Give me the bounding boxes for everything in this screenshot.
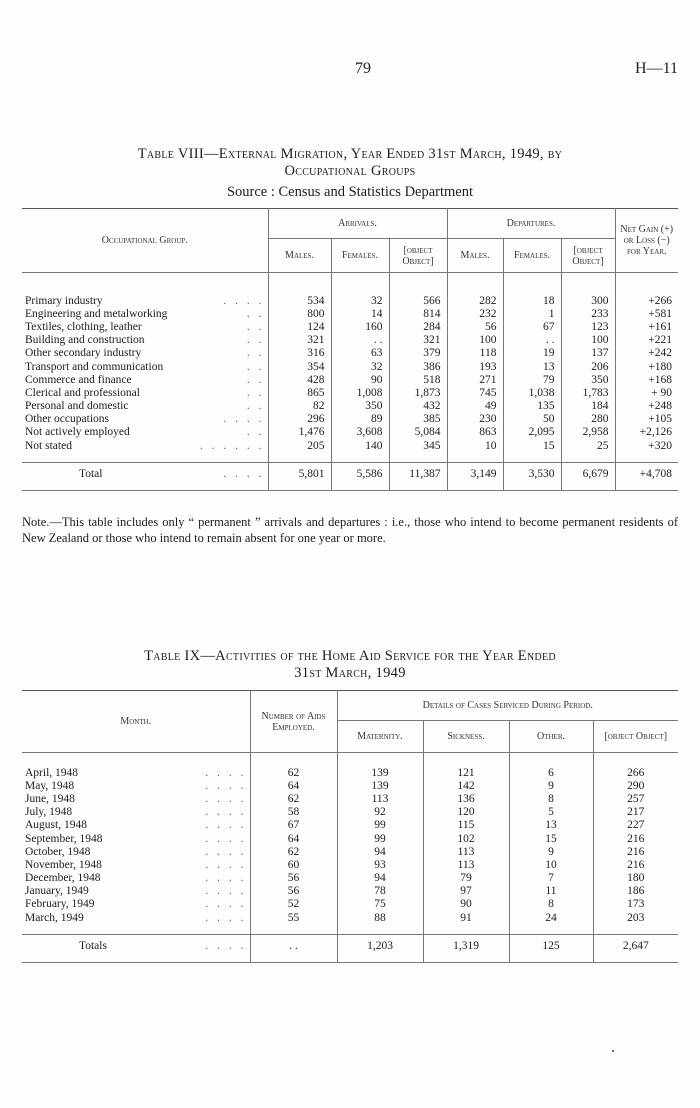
total-value-cell: 11,387: [389, 463, 447, 485]
value-cell: 19: [503, 347, 561, 360]
value-cell: 79: [423, 872, 509, 885]
row-label: Commerce and finance: [25, 373, 132, 386]
table8-note: Note.—This table includes only “ permanent ” arrivals and departures : i.e., those who intend to become permanent residents of New Zealand or those who intend to remain absent for one year or more.: [22, 515, 678, 545]
row-label: Engineering and metalworking: [25, 307, 168, 320]
leader-dots: . .: [246, 320, 265, 333]
value-cell: 186: [593, 885, 678, 898]
value-cell: 94: [337, 872, 423, 885]
value-cell: 79: [503, 374, 561, 387]
value-cell: . .: [331, 334, 389, 347]
leader-dots: . . . .: [205, 806, 247, 819]
value-cell: +180: [615, 360, 678, 373]
value-cell: 123: [561, 321, 615, 334]
table-row: [22, 334, 678, 347]
value-cell: +266: [615, 295, 678, 308]
value-cell: 75: [337, 898, 423, 911]
value-cell: 9: [509, 780, 593, 793]
table-row: [22, 387, 678, 400]
leader-dots: . . . .: [205, 858, 247, 871]
value-cell: 266: [593, 767, 678, 780]
col-sickness: Sickness.: [423, 721, 509, 753]
leader-dots: . . . .: [205, 819, 247, 832]
value-cell: 121: [423, 767, 509, 780]
value-cell: 284: [389, 321, 447, 334]
value-cell: 94: [337, 846, 423, 859]
value-cell: 1,038: [503, 387, 561, 400]
value-cell: + 90: [615, 387, 678, 400]
month-cell: [22, 780, 250, 793]
value-cell: 52: [250, 898, 337, 911]
value-cell: 97: [423, 885, 509, 898]
value-cell: 296: [268, 413, 331, 426]
month-cell: [22, 806, 250, 819]
value-cell: 230: [447, 413, 503, 426]
table-row: [22, 295, 678, 308]
col-arr-males: Males.: [268, 239, 331, 273]
value-cell: 205: [268, 440, 331, 453]
value-cell: 58: [250, 806, 337, 819]
value-cell: . .: [503, 334, 561, 347]
value-cell: 93: [337, 859, 423, 872]
table-row: [22, 440, 678, 453]
value-cell: +105: [615, 413, 678, 426]
total-value-cell: 125: [509, 935, 593, 957]
table8-title-line1: Table VIII—External Migration, Year Ended 31st March, 1949, by: [137, 146, 563, 162]
value-cell: 135: [503, 400, 561, 413]
value-cell: +168: [615, 374, 678, 387]
leader-dots: . .: [246, 373, 265, 386]
value-cell: 227: [593, 819, 678, 832]
col-details: Details of Cases Serviced During Period.: [337, 691, 678, 721]
col-departures: Departures.: [447, 209, 615, 239]
table-row: [22, 374, 678, 387]
value-cell: 271: [447, 374, 503, 387]
value-cell: 386: [389, 360, 447, 373]
month-cell: [22, 872, 250, 885]
leader-dots: . . . .: [205, 911, 247, 924]
row-label: August, 1948: [25, 819, 87, 832]
col-aids-employed: Number of Aids Employed.: [250, 691, 337, 753]
leader-dots: . .: [246, 347, 265, 360]
occupation-cell: [22, 308, 268, 321]
value-cell: 99: [337, 832, 423, 845]
value-cell: 350: [331, 400, 389, 413]
leader-dots: . .: [246, 386, 265, 399]
table8-title-line2: Occupational Groups: [284, 163, 416, 179]
month-cell: [22, 767, 250, 780]
month-cell: [22, 912, 250, 925]
col-arr-total: [object Object]: [389, 239, 447, 273]
table-row: [22, 885, 678, 898]
print-speck: [612, 1050, 614, 1052]
value-cell: 64: [250, 780, 337, 793]
leader-dots: . . . .: [205, 792, 247, 805]
value-cell: 10: [509, 859, 593, 872]
occupation-cell: [22, 295, 268, 308]
value-cell: 88: [337, 912, 423, 925]
table-row: [22, 819, 678, 832]
month-cell: [22, 898, 250, 911]
value-cell: 566: [389, 295, 447, 308]
total-value-cell: 5,586: [331, 463, 389, 485]
value-cell: 118: [447, 347, 503, 360]
value-cell: 7: [509, 872, 593, 885]
col-dep-females: Females.: [503, 239, 561, 273]
col-arrivals: Arrivals.: [268, 209, 447, 239]
value-cell: 863: [447, 426, 503, 439]
value-cell: 379: [389, 347, 447, 360]
row-label: December, 1948: [25, 872, 101, 885]
col-occupational-group: Occupational Group.: [22, 209, 268, 273]
table-row: [22, 898, 678, 911]
col-month: Month.: [22, 691, 250, 753]
table-row: [22, 321, 678, 334]
value-cell: 15: [503, 440, 561, 453]
value-cell: 32: [331, 360, 389, 373]
value-cell: 1: [503, 308, 561, 321]
value-cell: 184: [561, 400, 615, 413]
value-cell: 102: [423, 832, 509, 845]
row-label: Total: [79, 468, 103, 480]
row-label: Not actively employed: [25, 426, 130, 439]
col-net: Net Gain (+) or Loss (−) for Year.: [615, 209, 678, 273]
value-cell: 800: [268, 308, 331, 321]
month-cell: [22, 846, 250, 859]
value-cell: +581: [615, 308, 678, 321]
value-cell: 534: [268, 295, 331, 308]
value-cell: 113: [423, 846, 509, 859]
value-cell: 89: [331, 413, 389, 426]
table9-title-line2: 31st March, 1949: [294, 665, 406, 681]
value-cell: 321: [389, 334, 447, 347]
row-label: September, 1948: [25, 832, 103, 845]
value-cell: 282: [447, 295, 503, 308]
row-label: October, 1948: [25, 845, 91, 858]
value-cell: 14: [331, 308, 389, 321]
row-label: November, 1948: [25, 858, 102, 871]
row-label: March, 1949: [25, 911, 84, 924]
value-cell: +248: [615, 400, 678, 413]
value-cell: 10: [447, 440, 503, 453]
value-cell: 100: [561, 334, 615, 347]
value-cell: 62: [250, 767, 337, 780]
occupation-cell: [22, 321, 268, 334]
value-cell: 124: [268, 321, 331, 334]
value-cell: 140: [331, 440, 389, 453]
table-row: [22, 793, 678, 806]
value-cell: 1,783: [561, 387, 615, 400]
value-cell: 354: [268, 360, 331, 373]
value-cell: 2,095: [503, 426, 561, 439]
value-cell: 56: [250, 872, 337, 885]
month-cell: [22, 819, 250, 832]
value-cell: 78: [337, 885, 423, 898]
value-cell: 100: [447, 334, 503, 347]
value-cell: 92: [337, 806, 423, 819]
table-row: [22, 780, 678, 793]
table-row: [22, 413, 678, 426]
occupation-cell: [22, 347, 268, 360]
value-cell: 113: [337, 793, 423, 806]
value-cell: 1,873: [389, 387, 447, 400]
value-cell: 60: [250, 859, 337, 872]
table9-title: [40, 648, 660, 682]
value-cell: 814: [389, 308, 447, 321]
value-cell: 67: [250, 819, 337, 832]
table-row: [22, 872, 678, 885]
value-cell: 745: [447, 387, 503, 400]
value-cell: +221: [615, 334, 678, 347]
table-row: [22, 400, 678, 413]
col-total: [object Object]: [593, 721, 678, 753]
value-cell: 350: [561, 374, 615, 387]
total-value-cell: 2,647: [593, 935, 678, 957]
value-cell: 142: [423, 780, 509, 793]
table-row: [22, 846, 678, 859]
occupation-cell: [22, 360, 268, 373]
value-cell: 25: [561, 440, 615, 453]
value-cell: 8: [509, 793, 593, 806]
month-cell: [22, 832, 250, 845]
value-cell: 5: [509, 806, 593, 819]
value-cell: 56: [447, 321, 503, 334]
table-row: [22, 360, 678, 373]
value-cell: 49: [447, 400, 503, 413]
value-cell: 136: [423, 793, 509, 806]
total-label-cell: [22, 463, 268, 485]
table-row: [22, 912, 678, 925]
value-cell: 385: [389, 413, 447, 426]
value-cell: +320: [615, 440, 678, 453]
value-cell: 91: [423, 912, 509, 925]
value-cell: 216: [593, 859, 678, 872]
value-cell: 518: [389, 374, 447, 387]
value-cell: 24: [509, 912, 593, 925]
value-cell: 173: [593, 898, 678, 911]
row-label: Not stated: [25, 439, 72, 452]
leader-dots: . . . .: [205, 779, 247, 792]
value-cell: 432: [389, 400, 447, 413]
table-row: [22, 426, 678, 439]
value-cell: 50: [503, 413, 561, 426]
value-cell: 90: [423, 898, 509, 911]
value-cell: 11: [509, 885, 593, 898]
value-cell: 232: [447, 308, 503, 321]
value-cell: 257: [593, 793, 678, 806]
leader-dots: . . . .: [205, 940, 247, 952]
row-label: January, 1949: [25, 885, 89, 898]
leader-dots: . . . .: [205, 872, 247, 885]
value-cell: 6: [509, 767, 593, 780]
value-cell: 1,476: [268, 426, 331, 439]
table-row: [22, 308, 678, 321]
col-maternity: Maternity.: [337, 721, 423, 753]
total-value-cell: 1,319: [423, 935, 509, 957]
value-cell: 280: [561, 413, 615, 426]
value-cell: 428: [268, 374, 331, 387]
row-label: Totals: [79, 940, 107, 952]
leader-dots: . . . .: [223, 413, 265, 426]
occupation-cell: [22, 440, 268, 453]
value-cell: 217: [593, 806, 678, 819]
value-cell: 160: [331, 321, 389, 334]
value-cell: 300: [561, 295, 615, 308]
row-label: June, 1948: [25, 792, 75, 805]
occupation-cell: [22, 426, 268, 439]
total-value-cell: 3,530: [503, 463, 561, 485]
row-label: February, 1949: [25, 898, 95, 911]
leader-dots: . . . . . .: [199, 439, 265, 452]
value-cell: 13: [503, 360, 561, 373]
value-cell: 345: [389, 440, 447, 453]
value-cell: 8: [509, 898, 593, 911]
leader-dots: . . . .: [205, 845, 247, 858]
total-value-cell: 3,149: [447, 463, 503, 485]
row-label: Other occupations: [25, 413, 109, 426]
total-value-cell: 5,801: [268, 463, 331, 485]
value-cell: 90: [331, 374, 389, 387]
value-cell: 1,008: [331, 387, 389, 400]
value-cell: +161: [615, 321, 678, 334]
occupation-cell: [22, 374, 268, 387]
row-label: Building and construction: [25, 334, 145, 347]
value-cell: 82: [268, 400, 331, 413]
row-label: April, 1948: [25, 766, 79, 779]
value-cell: 64: [250, 832, 337, 845]
value-cell: 13: [509, 819, 593, 832]
value-cell: 203: [593, 912, 678, 925]
value-cell: 32: [331, 295, 389, 308]
value-cell: 321: [268, 334, 331, 347]
value-cell: 67: [503, 321, 561, 334]
row-label: Primary industry: [25, 294, 103, 307]
leader-dots: . . . .: [205, 898, 247, 911]
value-cell: 139: [337, 767, 423, 780]
leader-dots: . . . .: [223, 294, 265, 307]
table-row: [22, 859, 678, 872]
value-cell: 15: [509, 832, 593, 845]
col-other: Other.: [509, 721, 593, 753]
totals-row: [22, 935, 678, 957]
month-cell: [22, 885, 250, 898]
total-value-cell: 6,679: [561, 463, 615, 485]
value-cell: 316: [268, 347, 331, 360]
value-cell: 62: [250, 793, 337, 806]
totals-label-cell: [22, 935, 250, 957]
value-cell: 139: [337, 780, 423, 793]
table8-title: [40, 146, 660, 180]
row-label: Transport and communication: [25, 360, 164, 373]
value-cell: 120: [423, 806, 509, 819]
leader-dots: . .: [246, 400, 265, 413]
value-cell: 63: [331, 347, 389, 360]
occupation-cell: [22, 387, 268, 400]
table8: [22, 208, 678, 491]
value-cell: 216: [593, 832, 678, 845]
value-cell: 56: [250, 885, 337, 898]
occupation-cell: [22, 400, 268, 413]
value-cell: 113: [423, 859, 509, 872]
table8-source: Source : Census and Statistics Department: [226, 184, 474, 200]
row-label: July, 1948: [25, 806, 73, 819]
value-cell: 18: [503, 295, 561, 308]
row-label: Personal and domestic: [25, 400, 129, 413]
month-cell: [22, 793, 250, 806]
col-arr-females: Females.: [331, 239, 389, 273]
value-cell: 216: [593, 846, 678, 859]
value-cell: 115: [423, 819, 509, 832]
table9-title-line1: Table IX—Activities of the Home Aid Service for the Year Ended: [144, 648, 556, 664]
value-cell: 233: [561, 308, 615, 321]
value-cell: 55: [250, 912, 337, 925]
total-value-cell: +4,708: [615, 463, 678, 485]
month-cell: [22, 859, 250, 872]
value-cell: +242: [615, 347, 678, 360]
value-cell: 2,958: [561, 426, 615, 439]
value-cell: 290: [593, 780, 678, 793]
value-cell: 9: [509, 846, 593, 859]
leader-dots: . . . .: [223, 468, 265, 480]
occupation-cell: [22, 334, 268, 347]
page-code: H—11: [635, 60, 678, 77]
leader-dots: . .: [246, 360, 265, 373]
leader-dots: . . . .: [205, 766, 247, 779]
total-value-cell: 1,203: [337, 935, 423, 957]
leader-dots: . . . .: [205, 832, 247, 845]
table-row: [22, 347, 678, 360]
row-label: May, 1948: [25, 779, 75, 792]
row-label: Other secondary industry: [25, 347, 142, 360]
value-cell: 206: [561, 360, 615, 373]
value-cell: 193: [447, 360, 503, 373]
value-cell: 865: [268, 387, 331, 400]
table-row: [22, 767, 678, 780]
value-cell: 3,608: [331, 426, 389, 439]
table9: [22, 690, 678, 963]
leader-dots: . .: [246, 426, 265, 439]
row-label: Clerical and professional: [25, 386, 140, 399]
occupation-cell: [22, 413, 268, 426]
value-cell: 99: [337, 819, 423, 832]
total-row: [22, 463, 678, 485]
leader-dots: . . . .: [205, 885, 247, 898]
total-value-cell: . .: [250, 935, 337, 957]
col-dep-total: [object Object]: [561, 239, 615, 273]
leader-dots: . .: [246, 307, 265, 320]
value-cell: 5,084: [389, 426, 447, 439]
row-label: Textiles, clothing, leather: [25, 320, 142, 333]
value-cell: 180: [593, 872, 678, 885]
leader-dots: . .: [246, 334, 265, 347]
col-dep-males: Males.: [447, 239, 503, 273]
value-cell: 62: [250, 846, 337, 859]
table-row: [22, 806, 678, 819]
value-cell: +2,126: [615, 426, 678, 439]
value-cell: 137: [561, 347, 615, 360]
table-row: [22, 832, 678, 845]
page-number: 79: [355, 60, 371, 77]
